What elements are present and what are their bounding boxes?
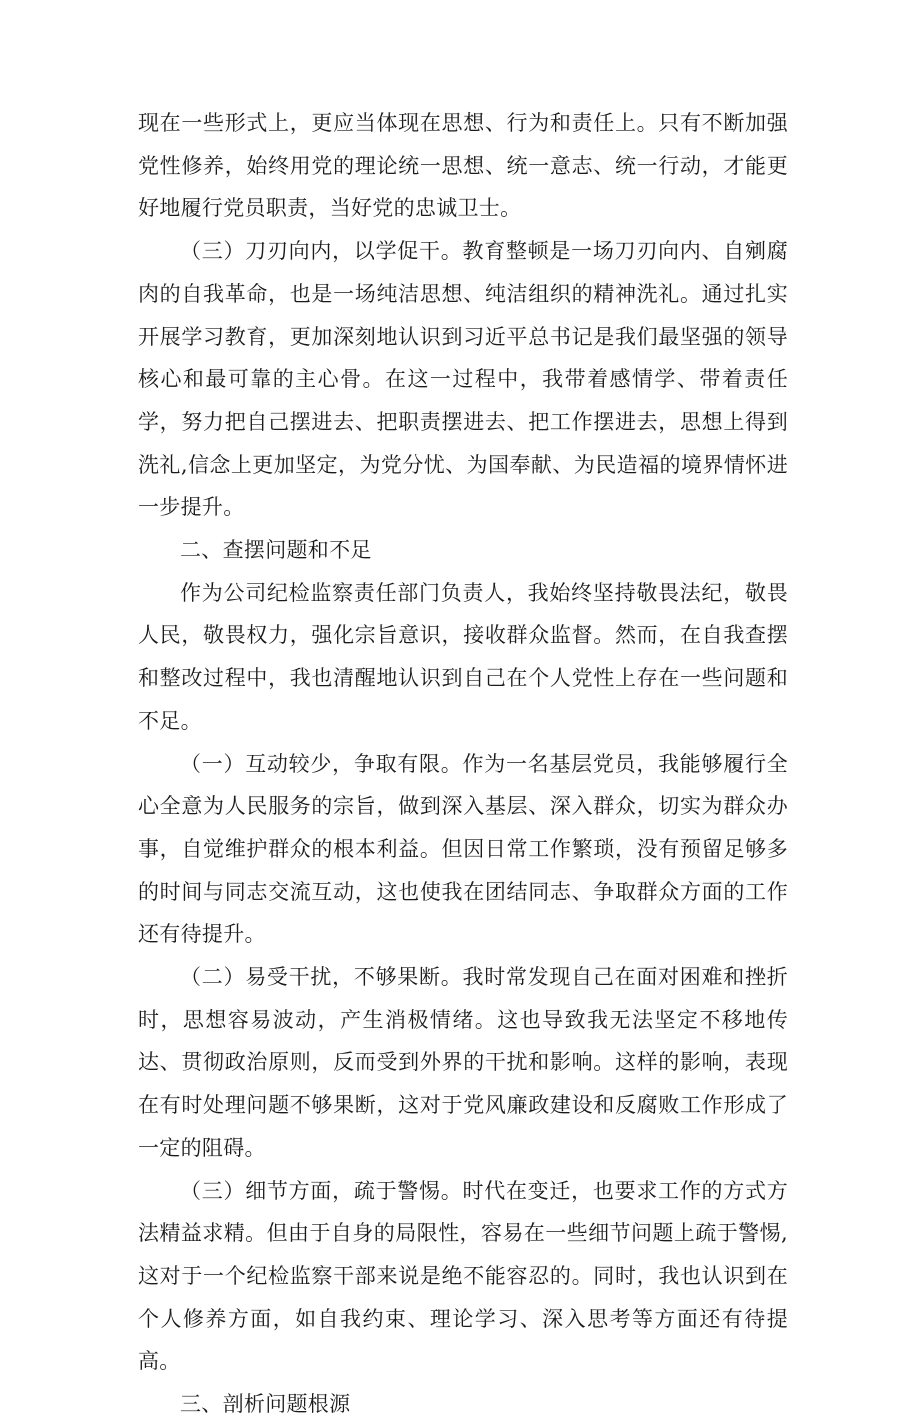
section-heading-3: 三、剖析问题根源: [180, 1392, 351, 1417]
document-body: [138, 102, 788, 1426]
paragraph-subsection-3b: （三）细节方面，疏于警惕。时代在变迁，也要求工作的方式方法精益求精。但由于自身的局限性，容易在一些细节问题上疏于警惕,这对于一个纪检监察干部来说是绝不能容忍的。同时，我也认识到在个人修养方面，如自我约束、理论学习、深入思考等方面还有待提高。: [138, 1178, 788, 1374]
section-heading-2: 二、查摆问题和不足: [180, 538, 372, 563]
paragraph-subsection-3: （三）刀刃向内，以学促干。教育整顿是一场刀刃向内、自剜腐肉的自我革命，也是一场纯洁思想、纯洁组织的精神洗礼。通过扎实开展学习教育，更加深刻地认识到习近平总书记是我们最坚强的领导核心和最可靠的主心骨。在这一过程中，我带着感情学、带着责任学，努力把自己摆进去、把职责摆进去、把工作摆进去，思想上得到洗礼,信念上更加坚定，为党分忧、为国奉献、为民造福的境界情怀进一步提升。: [138, 239, 788, 520]
paragraph-subsection-1: （一）互动较少，争取有限。作为一名基层党员，我能够履行全心全意为人民服务的宗旨，做到深入基层、深入群众，切实为群众办事，自觉维护群众的根本利益。但因日常工作繁琐，没有预留足够多的时间与同志交流互动，这也使我在团结同志、争取群众方面的工作还有待提升。: [138, 751, 788, 947]
paragraph-subsection-2: （二）易受干扰，不够果断。我时常发现自己在面对困难和挫折时，思想容易波动，产生消极情绪。这也导致我无法坚定不移地传达、贯彻政治原则，反而受到外界的干扰和影响。这样的影响，表现在有时处理问题不够果断，这对于党风廉政建设和反腐败工作形成了一定的阻碍。: [138, 965, 788, 1160]
paragraph-body: 作为公司纪检监察责任部门负责人，我始终坚持敬畏法纪，敬畏人民，敬畏权力，强化宗旨意识，接收群众监督。然而，在自我查摆和整改过程中，我也清醒地认识到自己在个人党性上存在一些问题和不足。: [138, 580, 788, 733]
paragraph-continuation: 现在一些形式上，更应当体现在思想、行为和责任上。只有不断加强党性修养，始终用党的理论统一思想、统一意志、统一行动，才能更好地履行党员职责，当好党的忠诚卫士。: [138, 111, 788, 221]
